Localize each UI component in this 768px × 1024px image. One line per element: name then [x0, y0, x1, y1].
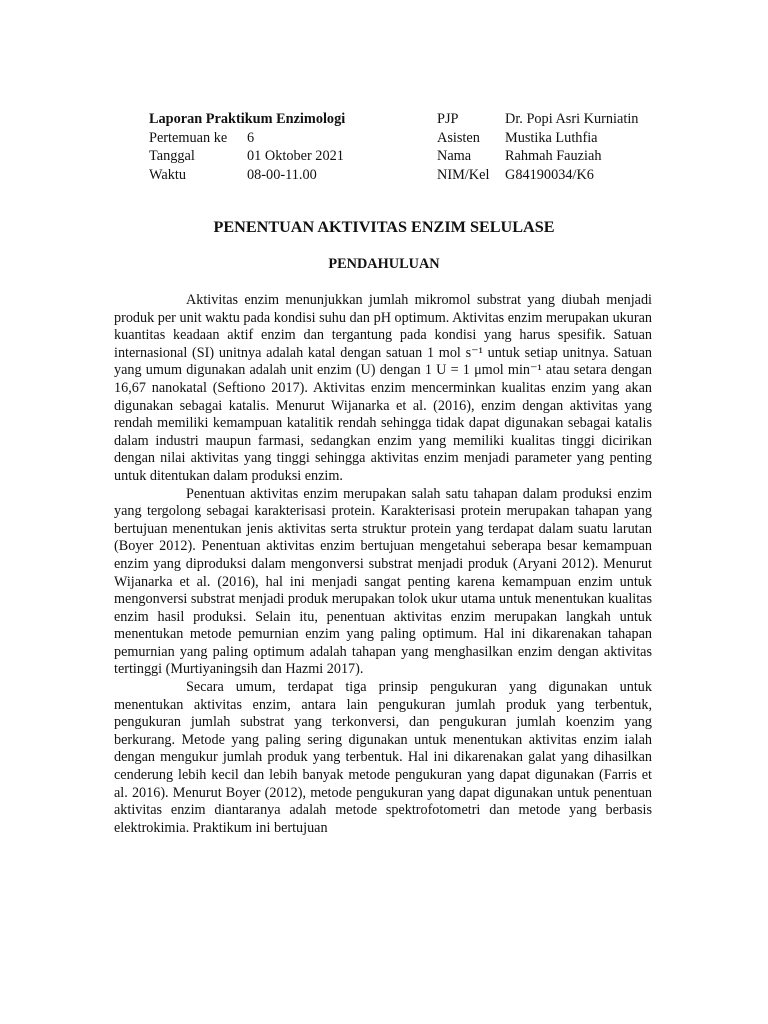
paragraph: Penentuan aktivitas enzim merupakan salah satu tahapan dalam produksi enzim yang tergolong sebagai karakterisasi protein. Karakterisasi protein merupakan tahapan yang bertujuan menentukan jenis aktivitas serta struktur protein yang terdapat dalam suatu larutan (Boyer 2012). Penentuan aktivitas enzim bertujuan mengetahui seberapa besar kemampuan enzim yang diproduksi dalam mengonversi substrat menjadi produk (Aryani 2012). Menurut Wijanarka et al. (2016), hal ini menjadi sangat penting karena kemampuan enzim untuk mengonversi substrat menjadi produk merupakan tolok ukur utama untuk menentukan kualitas enzim hasil produksi. Selain itu, penentuan aktivitas enzim merupakan langkah untuk menentukan metode pemurnian enzim yang paling optimum. Hal ini dikarenakan tahapan pemurnian yang paling optimum adalah tahapan yang menghasilkan enzim dengan aktivitas tertinggi (Murtiyaningsih dan Hazmi 2017). — [114, 485, 652, 678]
header-row — [149, 129, 669, 148]
body-text — [114, 292, 652, 837]
header-label: Nama — [437, 148, 472, 165]
header-row — [149, 110, 669, 129]
header-row — [149, 166, 669, 185]
header-label: Tanggal — [149, 148, 195, 165]
header-value: Dr. Popi Asri Kurniatin — [505, 111, 639, 127]
header-value: Mustika Luthfia — [505, 129, 598, 146]
report-name: Laporan Praktikum Enzimologi — [149, 111, 346, 127]
header-label: Pertemuan ke — [149, 129, 228, 146]
header-row — [149, 147, 669, 166]
header-value: 08-00-11.00 — [247, 166, 317, 183]
header-label: Waktu — [149, 166, 186, 183]
header-label: PJP — [437, 111, 459, 127]
document-title: PENENTUAN AKTIVITAS ENZIM SELULASE — [213, 218, 555, 236]
header-value: Rahmah Fauziah — [505, 148, 602, 165]
paragraph: Secara umum, terdapat tiga prinsip pengukuran yang digunakan untuk menentukan aktivitas enzim, antara lain pengukuran jumlah produk yang terbentuk, pengukuran jumlah substrat yang terkonversi, dan pengukuran jumlah koenzim yang berkurang. Metode yang paling sering digunakan untuk menentukan aktivitas enzim ialah dengan mengukur jumlah produk yang terbentuk. Hal ini dikarenakan galat yang dihasilkan cenderung lebih kecil dan lebih banyak metode pengukuran yang dapat digunakan (Farris et al. 2016). Menurut Boyer (2012), metode pengukuran yang dapat digunakan untuk penentuan aktivitas enzim diantaranya adalah metode spektrofotometri dan metode yang berbasis elektrokimia. Praktikum ini bertujuan — [114, 679, 652, 836]
header-value: 01 Oktober 2021 — [247, 148, 344, 165]
header-value: G84190034/K6 — [505, 166, 594, 183]
header-label: Asisten — [437, 129, 480, 146]
paragraph: Aktivitas enzim menunjukkan jumlah mikromol substrat yang diubah menjadi produk per unit waktu pada kondisi suhu dan pH optimum. Aktivitas enzim merupakan ukuran kuantitas keadaan aktif enzim dan tergantung pada kondisi yang harus spesifik. Satuan internasional (SI) unitnya adalah katal dengan satuan 1 mol s⁻¹ untuk setiap unitnya. Satuan yang umum digunakan adalah unit enzim (U) dengan 1 U = 1 μmol min⁻¹ atau setara dengan 16,67 nanokatal (Seftiono 2017). Aktivitas enzim mencerminkan kualitas enzim yang akan digunakan sebagai katalis. Menurut Wijanarka et al. (2016), enzim dengan aktivitas yang rendah memiliki kemampuan katalitik rendah sehingga tidak dapat digunakan sebagai katalis dalam industri maupun farmasi, sedangkan enzim yang memiliki kualitas tinggi dicirikan dengan nilai aktivitas yang tinggi sehingga aktivitas enzim menjadi parameter yang penting untuk ditentukan dalam produksi enzim. — [114, 292, 652, 484]
section-heading: PENDAHULUAN — [328, 256, 440, 272]
report-header — [149, 110, 669, 184]
header-value: 6 — [247, 129, 255, 146]
header-label: NIM/Kel — [437, 166, 490, 183]
